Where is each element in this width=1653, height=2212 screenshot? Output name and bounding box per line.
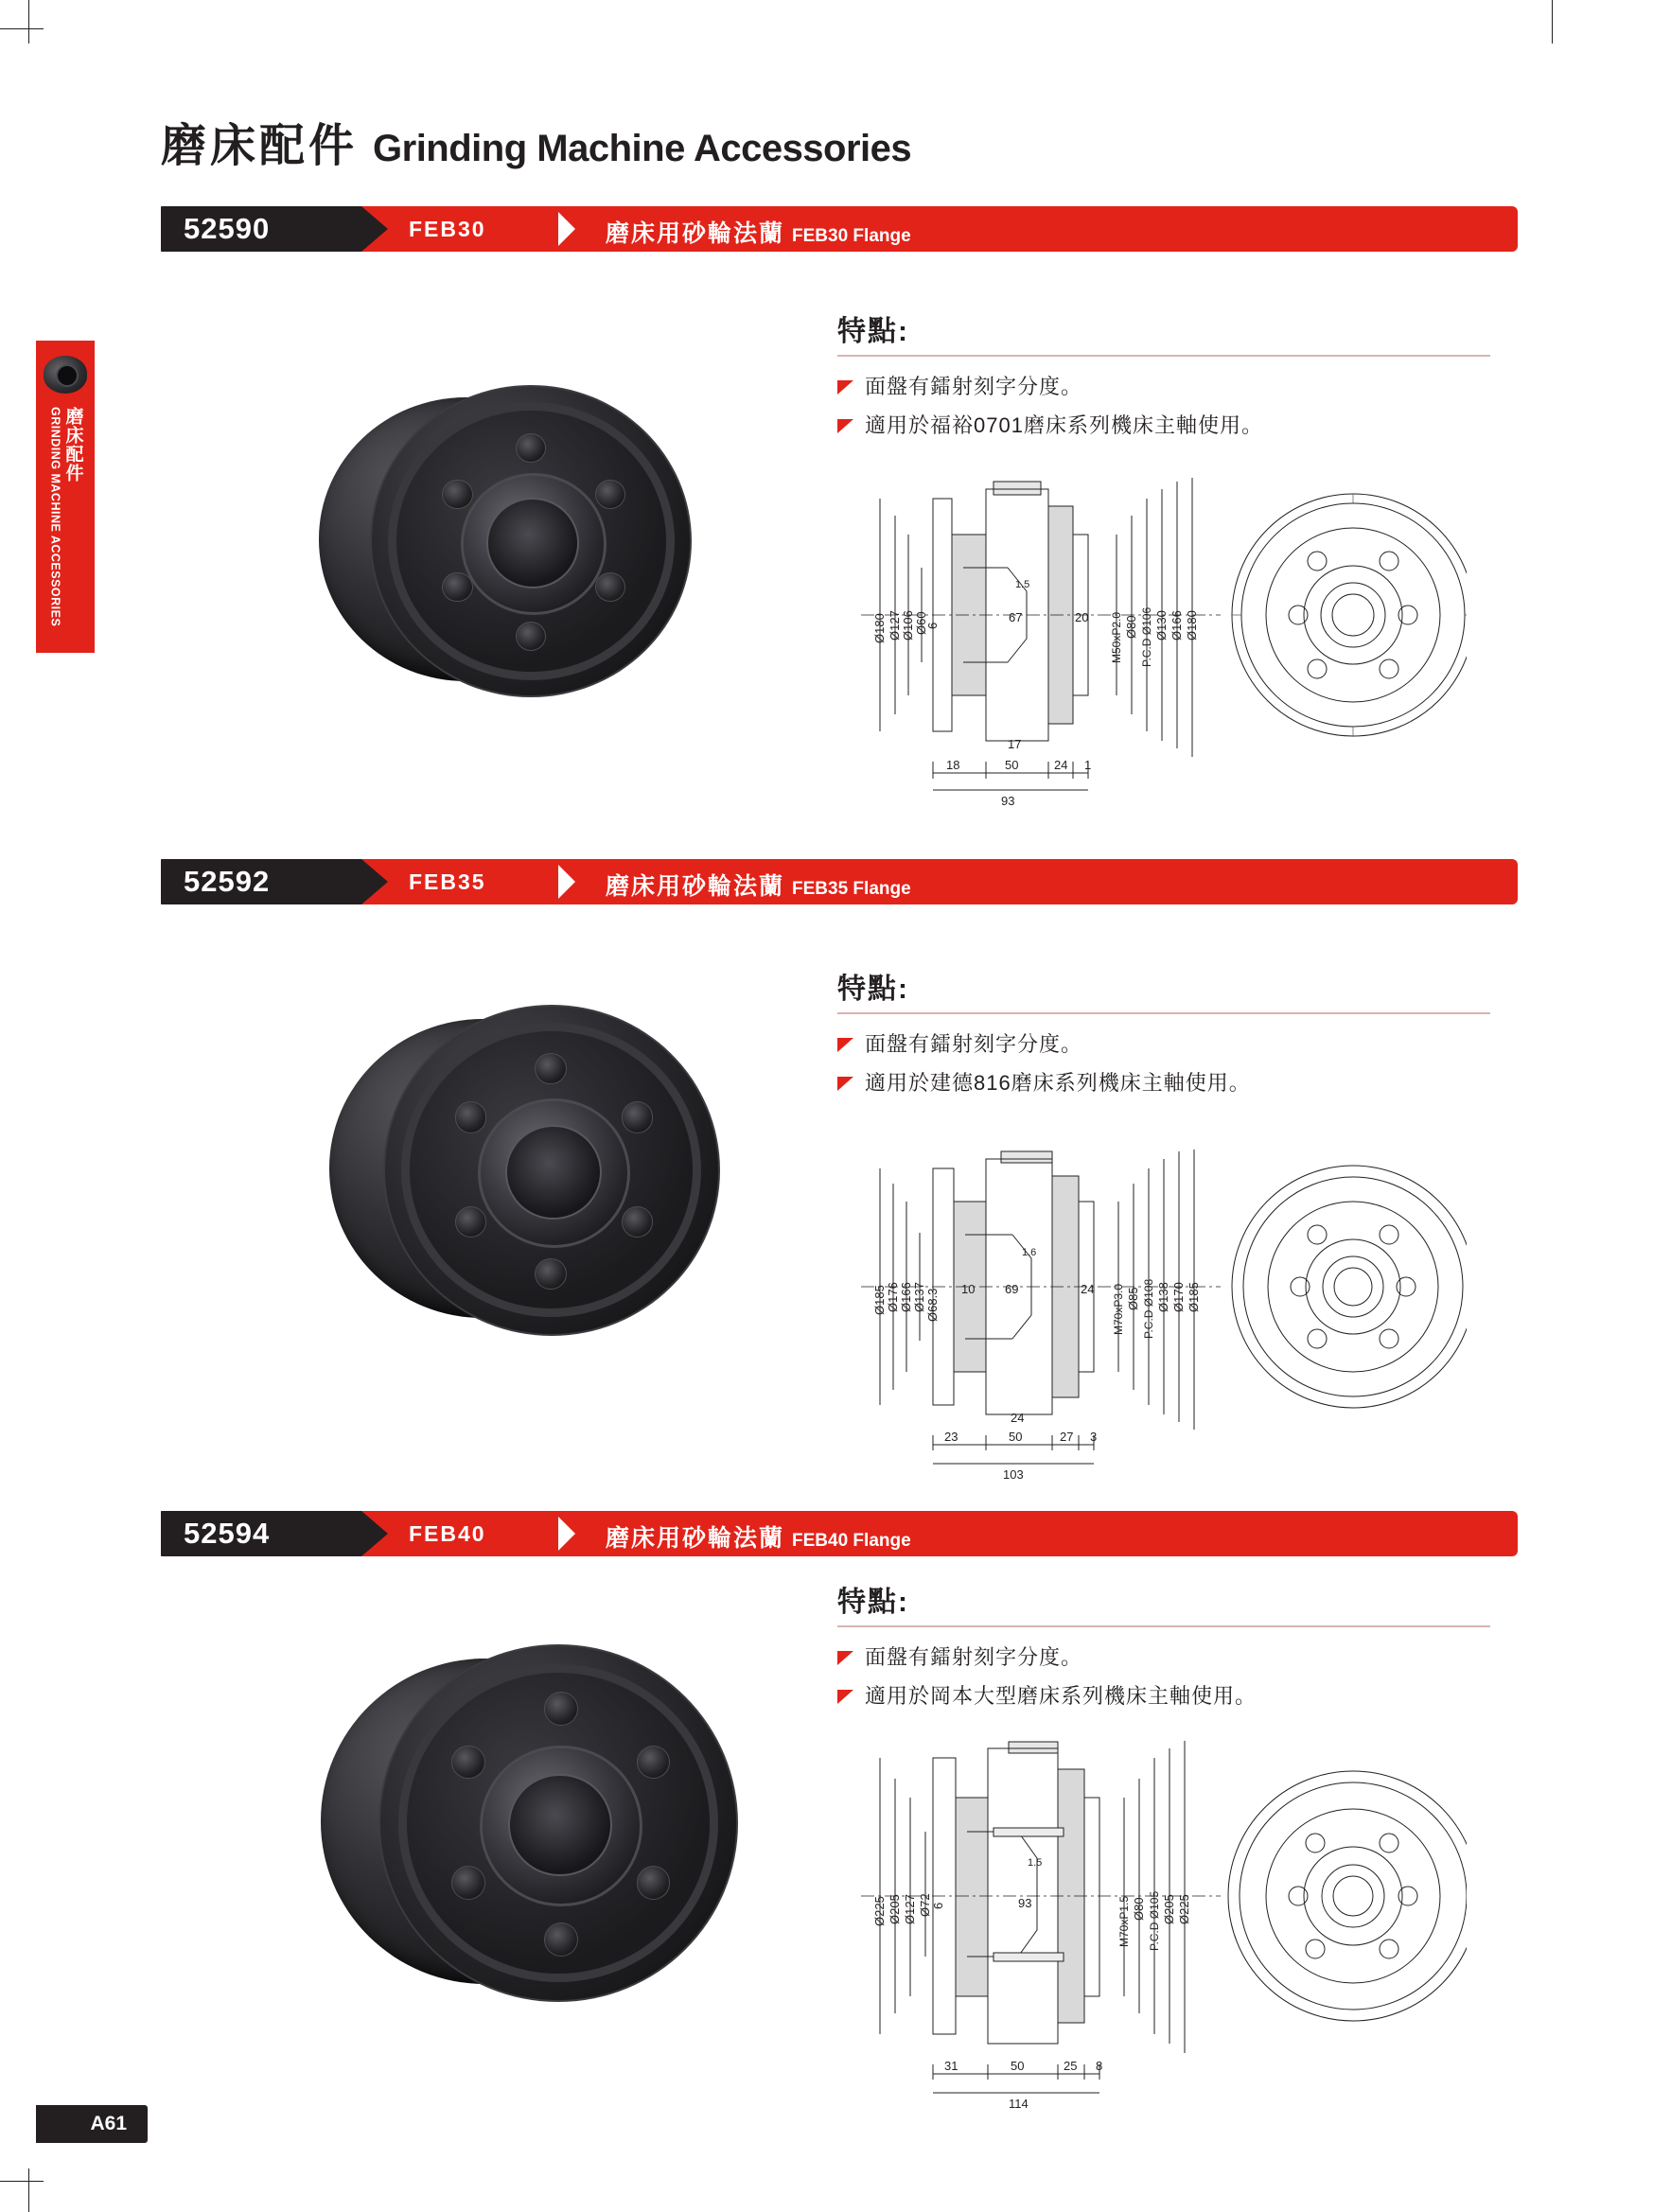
svg-text:31: 31	[944, 2059, 958, 2073]
feature-item	[837, 374, 1500, 401]
chevron-right-icon	[558, 865, 577, 899]
svg-text:23: 23	[944, 1430, 958, 1444]
code-arrow-icon	[361, 206, 388, 252]
page-title-cn: 磨床配件	[161, 121, 359, 171]
svg-text:24: 24	[1011, 1411, 1025, 1425]
svg-text:Ø205: Ø205	[1162, 1894, 1176, 1924]
features-feb30	[837, 307, 1500, 450]
svg-text:P.C.D Ø105: P.C.D Ø105	[1148, 1890, 1161, 1951]
svg-text:Ø185: Ø185	[1187, 1282, 1201, 1312]
svg-text:Ø80: Ø80	[1132, 1897, 1146, 1921]
svg-text:50: 50	[1009, 1430, 1023, 1444]
svg-text:27: 27	[1060, 1430, 1074, 1444]
bullet-triangle-icon	[837, 1651, 853, 1665]
svg-text:8: 8	[1096, 2059, 1103, 2073]
product-photo-feb35	[312, 998, 729, 1339]
svg-text:103: 103	[1003, 1467, 1024, 1481]
section-desc	[606, 206, 911, 252]
section-code-block	[161, 206, 361, 252]
svg-text:17: 17	[1008, 737, 1022, 751]
features-rule	[837, 1625, 1490, 1627]
section-model: FEB30	[409, 216, 486, 241]
svg-text:P.C.D Ø106: P.C.D Ø106	[1140, 606, 1153, 667]
feature-text: 面盤有鐳射刻字分度。	[865, 375, 1083, 398]
svg-text:10: 10	[961, 1282, 976, 1296]
code-arrow-icon	[361, 1511, 388, 1556]
crop-mark-bottom-left	[28, 2168, 29, 2212]
svg-text:Ø185: Ø185	[872, 1285, 887, 1315]
svg-text:Ø176: Ø176	[886, 1282, 900, 1312]
section-bar-52594	[161, 1511, 1518, 1556]
svg-text:Ø60: Ø60	[914, 611, 928, 635]
page-number: A61	[36, 2105, 148, 2143]
chevron-right-icon	[558, 212, 577, 246]
section-desc-en: FEB30 Flange	[792, 226, 911, 246]
svg-text:Ø170: Ø170	[1171, 1282, 1186, 1312]
bullet-triangle-icon	[837, 1038, 853, 1052]
svg-text:Ø180: Ø180	[872, 613, 887, 643]
feature-text: 面盤有鐳射刻字分度。	[865, 1645, 1083, 1669]
section-desc-en: FEB35 Flange	[792, 879, 911, 899]
svg-text:24: 24	[1054, 758, 1068, 772]
svg-text:114: 114	[1009, 2097, 1029, 2110]
technical-drawing-feb35	[842, 1150, 1467, 1481]
section-model: FEB35	[409, 869, 486, 894]
side-tab	[36, 341, 95, 653]
chevron-right-icon	[558, 1517, 577, 1551]
svg-text:50: 50	[1005, 758, 1019, 772]
feature-item	[837, 1644, 1500, 1672]
svg-text:Ø68.3: Ø68.3	[925, 1288, 940, 1322]
bullet-triangle-icon	[837, 380, 853, 395]
svg-text:1.6: 1.6	[1022, 1247, 1037, 1258]
feature-text: 適用於建德816磨床系列機床主軸使用。	[865, 1070, 1251, 1095]
product-photo-feb30	[303, 378, 700, 700]
side-tab-label-cn: 磨床配件	[62, 407, 83, 483]
feature-item	[837, 1683, 1500, 1711]
section-bar-52592	[161, 859, 1518, 904]
bullet-triangle-icon	[837, 1077, 853, 1091]
svg-text:Ø138: Ø138	[1156, 1282, 1170, 1312]
svg-text:Ø85: Ø85	[1126, 1287, 1140, 1310]
svg-text:25: 25	[1064, 2059, 1078, 2073]
svg-text:Ø130: Ø130	[1154, 610, 1169, 641]
crop-mark-bottom-left-h	[0, 2181, 44, 2182]
svg-text:24: 24	[1081, 1282, 1095, 1296]
section-code: 52590	[184, 212, 271, 245]
features-rule	[837, 1012, 1490, 1014]
svg-text:93: 93	[1001, 794, 1015, 808]
features-feb40	[837, 1578, 1500, 1721]
features-title: 特點:	[837, 1587, 909, 1618]
svg-text:1: 1	[1084, 758, 1092, 772]
section-code-block	[161, 1511, 361, 1556]
page-title-en: Grinding Machine Accessories	[373, 128, 912, 169]
section-code-block	[161, 859, 361, 904]
section-model: FEB40	[409, 1520, 486, 1546]
svg-text:69: 69	[1005, 1282, 1019, 1296]
section-desc-en: FEB40 Flange	[792, 1531, 911, 1551]
section-bar-52590	[161, 206, 1518, 252]
section-code: 52592	[184, 865, 271, 898]
features-rule	[837, 355, 1490, 357]
svg-text:Ø106: Ø106	[901, 610, 915, 641]
section-code: 52594	[184, 1517, 271, 1550]
side-tab-label-en: GRINDING MACHINE ACCESSORIES	[48, 407, 62, 627]
section-desc-cn: 磨床用砂輪法蘭	[606, 1525, 785, 1552]
technical-drawing-feb40	[842, 1741, 1467, 2110]
features-title: 特點:	[837, 316, 909, 347]
svg-text:18: 18	[946, 758, 960, 772]
crop-mark-top-left-h	[0, 28, 44, 29]
section-desc	[606, 1511, 911, 1556]
svg-text:Ø72: Ø72	[918, 1893, 932, 1917]
svg-text:3: 3	[1090, 1430, 1098, 1444]
svg-text:P.C.D Ø108: P.C.D Ø108	[1142, 1278, 1155, 1339]
section-desc	[606, 859, 911, 904]
svg-text:Ø127: Ø127	[903, 1894, 917, 1924]
feature-text: 適用於福裕0701磨床系列機床主軸使用。	[865, 413, 1263, 437]
svg-text:67: 67	[1009, 610, 1023, 624]
svg-text:M70xP1.5: M70xP1.5	[1117, 1895, 1131, 1947]
section-desc-cn: 磨床用砂輪法蘭	[606, 220, 785, 247]
feature-item	[837, 413, 1500, 440]
svg-text:Ø225: Ø225	[872, 1896, 887, 1926]
feature-item	[837, 1031, 1500, 1059]
bullet-triangle-icon	[837, 419, 853, 433]
svg-text:6: 6	[925, 622, 940, 629]
features-title: 特點:	[837, 974, 909, 1005]
svg-text:Ø166: Ø166	[899, 1282, 913, 1312]
svg-text:Ø80: Ø80	[1124, 615, 1138, 639]
feature-text: 適用於岡本大型磨床系列機床主軸使用。	[865, 1683, 1257, 1708]
svg-text:1.5: 1.5	[1028, 1857, 1043, 1869]
svg-text:Ø137: Ø137	[912, 1282, 926, 1312]
svg-text:Ø127: Ø127	[888, 610, 902, 641]
svg-text:93: 93	[1018, 1896, 1032, 1910]
svg-text:Ø225: Ø225	[1177, 1894, 1191, 1924]
svg-text:20: 20	[1075, 610, 1089, 624]
crop-mark-top-right	[1552, 0, 1553, 44]
svg-text:1.5: 1.5	[1015, 579, 1030, 590]
svg-text:M50xP2.0: M50xP2.0	[1110, 611, 1123, 663]
svg-text:Ø180: Ø180	[1185, 610, 1199, 641]
bullet-triangle-icon	[837, 1690, 853, 1704]
code-arrow-icon	[361, 859, 388, 904]
svg-text:50: 50	[1011, 2059, 1025, 2073]
product-photo-feb40	[303, 1637, 747, 2006]
feature-item	[837, 1070, 1500, 1097]
svg-text:6: 6	[931, 1902, 945, 1909]
features-feb35	[837, 965, 1500, 1108]
svg-text:Ø205: Ø205	[888, 1894, 902, 1924]
feature-text: 面盤有鐳射刻字分度。	[865, 1032, 1083, 1056]
svg-text:M70xP3.0: M70xP3.0	[1112, 1283, 1125, 1335]
technical-drawing-feb30	[842, 478, 1467, 818]
crop-mark-top-left	[28, 0, 29, 44]
svg-text:Ø166: Ø166	[1169, 610, 1184, 641]
page-title	[161, 109, 911, 174]
section-desc-cn: 磨床用砂輪法蘭	[606, 873, 785, 900]
flange-icon	[40, 348, 91, 401]
